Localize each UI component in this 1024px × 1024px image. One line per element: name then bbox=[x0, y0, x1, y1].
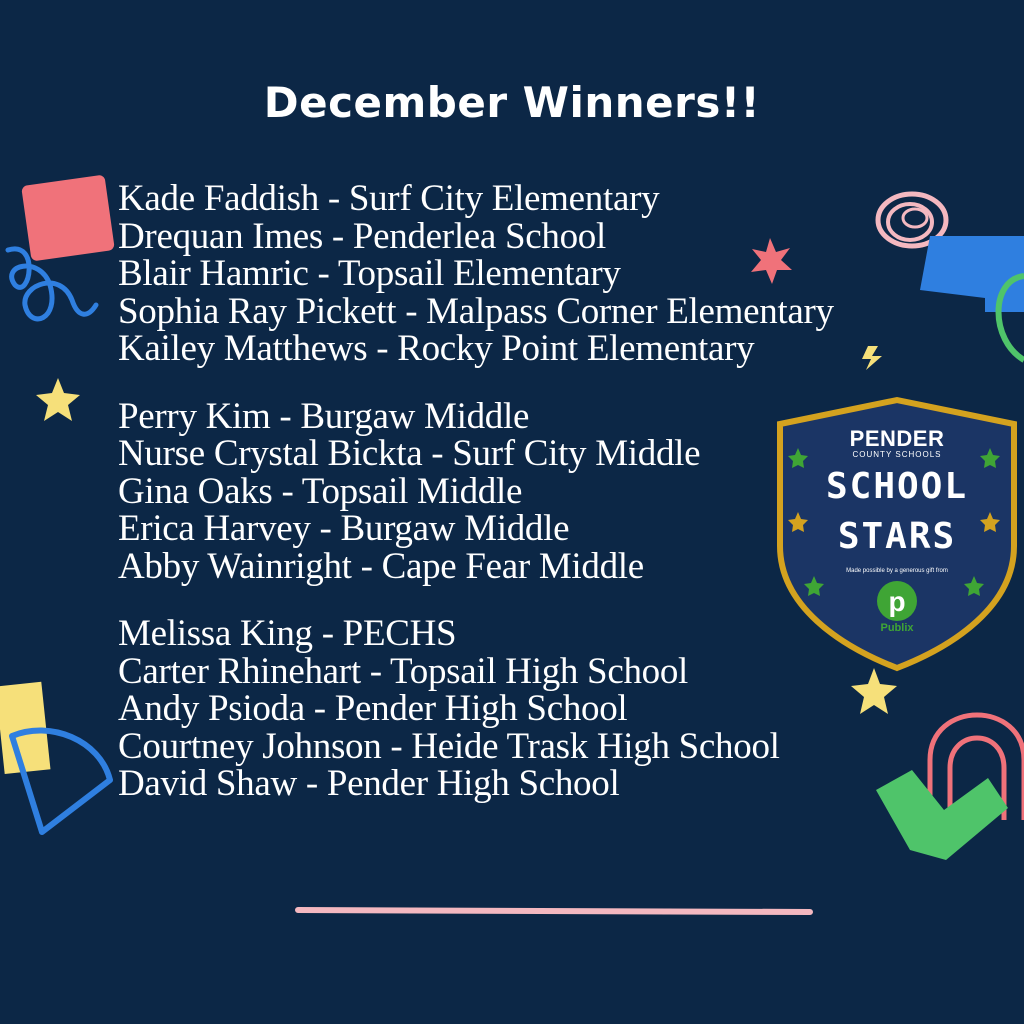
winner-entry: Blair Hamric - Topsail Elementary bbox=[118, 253, 621, 294]
badge-sponsor-note: Made possible by a generous gift from bbox=[846, 568, 948, 574]
winner-entry: Andy Psioda - Pender High School bbox=[118, 688, 628, 729]
winner-entry: Perry Kim - Burgaw Middle bbox=[118, 395, 530, 437]
winner-entry: Drequan Imes - Penderlea School bbox=[118, 215, 606, 257]
winner-entry: Abby Wainright - Cape Fear Middle bbox=[118, 545, 644, 587]
winner-entry: David Shaw - Pender High School bbox=[118, 763, 620, 804]
pink-underline-shape bbox=[298, 910, 810, 912]
winners-group-elementary bbox=[118, 180, 898, 368]
svg-text:p: p bbox=[888, 586, 906, 617]
winner-entry: Courtney Johnson - Heide Trask High School bbox=[118, 725, 780, 767]
badge-sponsor-name: Publix bbox=[880, 622, 914, 634]
winner-entry: Nurse Crystal Bickta - Surf City Middle bbox=[118, 433, 701, 474]
pink-scribble-shape-3 bbox=[903, 209, 927, 227]
badge-brand-subtitle: COUNTY SCHOOLS bbox=[852, 450, 942, 459]
winner-entry: Kailey Matthews - Rocky Point Elementary bbox=[118, 328, 755, 369]
winner-entry: Carter Rhinehart - Topsail High School bbox=[118, 650, 689, 692]
school-stars-badge bbox=[774, 396, 1020, 672]
badge-title-line2: STARS bbox=[837, 516, 957, 557]
winner-entry: Erica Harvey - Burgaw Middle bbox=[118, 508, 570, 549]
winner-entry: Gina Oaks - Topsail Middle bbox=[118, 470, 523, 512]
page-title: December Winners!! bbox=[263, 78, 761, 127]
winner-entry: Melissa King - PECHS bbox=[118, 613, 457, 654]
coral-square-shape bbox=[21, 175, 115, 262]
yellow-star-shape bbox=[36, 378, 80, 421]
blue-squiggle-shape bbox=[8, 249, 96, 319]
winner-entry: Sophia Ray Pickett - Malpass Corner Elementary bbox=[118, 290, 834, 332]
badge-brand: PENDER bbox=[849, 426, 945, 451]
blue-block-shape bbox=[920, 236, 1024, 312]
badge-title-line1: SCHOOL bbox=[825, 466, 969, 507]
winner-entry: Kade Faddish - Surf City Elementary bbox=[118, 178, 660, 219]
